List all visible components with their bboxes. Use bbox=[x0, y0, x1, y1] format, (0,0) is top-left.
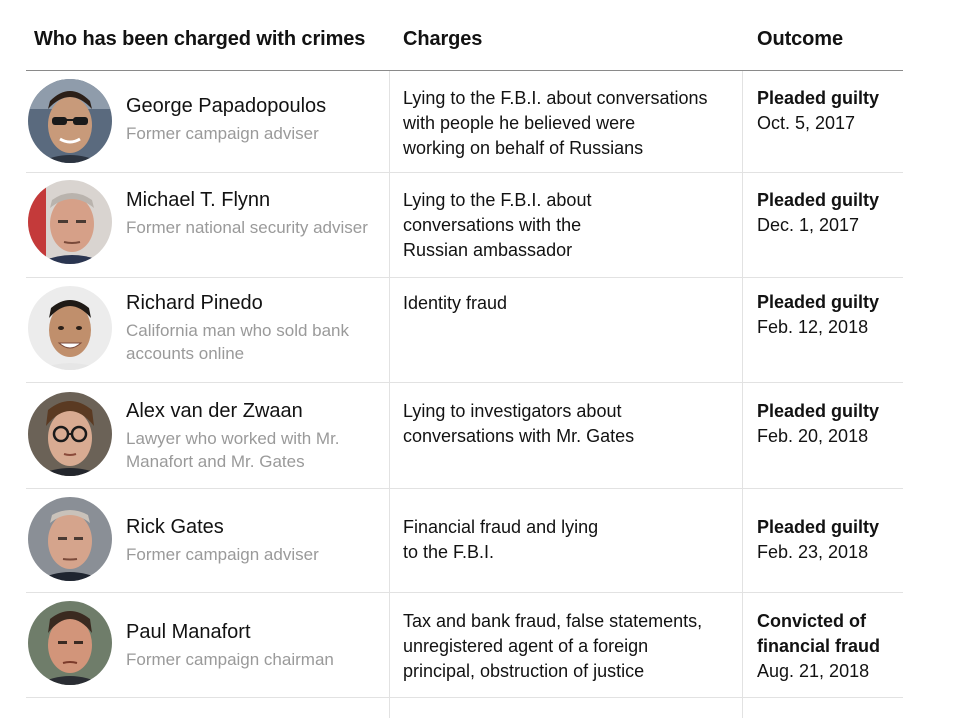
person-name: Paul Manafort bbox=[126, 621, 251, 643]
person-role: Former campaign adviser bbox=[126, 545, 319, 564]
charge-text bbox=[403, 609, 738, 684]
outcome-status: Pleaded guilty bbox=[757, 292, 880, 312]
charge-line: conversations with the bbox=[403, 215, 582, 235]
person-role: Lawyer who worked with Mr. Manafort and Mr. Gates bbox=[126, 429, 340, 471]
avatar-pinedo bbox=[28, 286, 112, 370]
column-divider bbox=[742, 383, 743, 488]
outcome-date: Feb. 23, 2018 bbox=[757, 542, 869, 562]
person-name: Rick Gates bbox=[126, 516, 224, 538]
avatar-manafort bbox=[28, 601, 112, 685]
column-divider bbox=[389, 698, 390, 718]
person-role: Former campaign adviser bbox=[126, 124, 319, 143]
outcome-cell bbox=[757, 515, 902, 565]
avatar-flynn bbox=[28, 180, 112, 264]
charge-text bbox=[403, 291, 738, 316]
person-name: Richard Pinedo bbox=[126, 292, 263, 314]
table-row bbox=[26, 383, 903, 489]
avatar-gates bbox=[28, 497, 112, 581]
outcome-cell bbox=[757, 290, 902, 340]
avatar-papadopoulos bbox=[28, 79, 112, 163]
table-row bbox=[26, 173, 903, 278]
charge-line: unregistered agent of a foreign bbox=[403, 636, 649, 656]
charge-line: with people he believed were bbox=[403, 113, 636, 133]
table-row bbox=[26, 278, 903, 383]
person-role: California man who sold bank accounts online bbox=[126, 321, 350, 363]
table-row bbox=[26, 698, 903, 718]
column-divider bbox=[742, 489, 743, 592]
column-divider bbox=[742, 173, 743, 277]
avatar-van-der-zwaan bbox=[28, 392, 112, 476]
outcome-date: Aug. 21, 2018 bbox=[757, 661, 870, 681]
column-divider bbox=[389, 593, 390, 697]
charge-line: conversations with Mr. Gates bbox=[403, 426, 635, 446]
outcome-status: Pleaded guilty bbox=[757, 517, 880, 537]
table-row bbox=[26, 489, 903, 593]
header-charges: Charges bbox=[403, 28, 483, 50]
column-divider bbox=[389, 383, 390, 488]
charge-line: Tax and bank fraud, false statements, bbox=[403, 611, 703, 631]
charge-line: Financial fraud and lying bbox=[403, 517, 599, 537]
charge-line: to the F.B.I. bbox=[403, 542, 495, 562]
table-row bbox=[26, 593, 903, 698]
outcome-status: financial fraud bbox=[757, 636, 881, 656]
outcome-status: Pleaded guilty bbox=[757, 190, 880, 210]
table-row bbox=[26, 71, 903, 173]
charge-line: working on behalf of Russians bbox=[403, 138, 644, 158]
outcome-date: Oct. 5, 2017 bbox=[757, 113, 856, 133]
outcome-cell bbox=[757, 188, 902, 238]
charge-line: principal, obstruction of justice bbox=[403, 661, 645, 681]
table-header bbox=[26, 0, 903, 71]
column-divider bbox=[742, 71, 743, 172]
charge-text bbox=[403, 86, 738, 161]
outcome-date: Feb. 20, 2018 bbox=[757, 426, 869, 446]
charge-line: Russian ambassador bbox=[403, 240, 573, 260]
charge-text bbox=[403, 188, 738, 263]
charge-line: Lying to investigators about bbox=[403, 401, 622, 421]
outcome-cell bbox=[757, 609, 902, 684]
outcome-cell bbox=[757, 399, 902, 449]
column-divider bbox=[742, 593, 743, 697]
charge-text bbox=[403, 515, 738, 565]
column-divider bbox=[389, 71, 390, 172]
column-divider bbox=[389, 489, 390, 592]
charge-line: Lying to the F.B.I. about bbox=[403, 190, 592, 210]
header-who: Who has been charged with crimes bbox=[34, 28, 366, 50]
column-divider bbox=[742, 278, 743, 382]
person-role: Former campaign chairman bbox=[126, 650, 334, 669]
header-outcome: Outcome bbox=[757, 28, 843, 50]
outcome-date: Feb. 12, 2018 bbox=[757, 317, 869, 337]
person-name: George Papadopoulos bbox=[126, 95, 327, 117]
column-divider bbox=[389, 278, 390, 382]
outcome-status: Pleaded guilty bbox=[757, 88, 880, 108]
charge-line: Lying to the F.B.I. about conversations bbox=[403, 88, 708, 108]
person-name: Alex van der Zwaan bbox=[126, 400, 303, 422]
outcome-cell bbox=[757, 86, 902, 136]
charges-table bbox=[26, 0, 903, 718]
outcome-status: Convicted of bbox=[757, 611, 867, 631]
column-divider bbox=[389, 173, 390, 277]
person-role: Former national security adviser bbox=[126, 218, 368, 237]
charge-text bbox=[403, 399, 738, 449]
charge-line: Identity fraud bbox=[403, 293, 508, 313]
person-name: Michael T. Flynn bbox=[126, 189, 271, 211]
column-divider bbox=[742, 698, 743, 718]
outcome-date: Dec. 1, 2017 bbox=[757, 215, 860, 235]
outcome-status: Pleaded guilty bbox=[757, 401, 880, 421]
